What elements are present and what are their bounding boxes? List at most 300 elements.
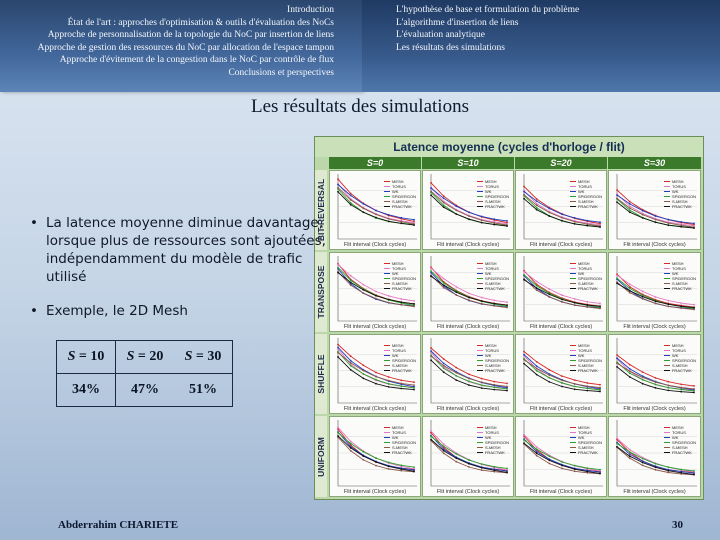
series-point: [362, 292, 364, 294]
nav-item-buffer-allocation[interactable]: Approche de gestion des ressources du NoC par allocation de l'espace tampon: [37, 42, 334, 53]
legend-label: WK: [671, 435, 679, 440]
series-point: [574, 298, 576, 300]
chart-legend: [477, 343, 509, 373]
series-point: [655, 377, 657, 379]
series-point: [586, 467, 588, 469]
header-eq: = 10: [75, 349, 105, 364]
series-point: [629, 292, 631, 294]
legend-entry: [664, 450, 696, 455]
series-point: [667, 300, 669, 302]
nav-item-introduction[interactable]: Introduction: [287, 5, 334, 15]
series-point: [375, 379, 377, 381]
series-point: [667, 219, 669, 221]
series-point: [561, 468, 563, 470]
legend-entry: [384, 450, 416, 455]
row-label-text: UNIFORM: [316, 436, 326, 477]
x-axis-label: Flit interval (Clock cycles): [623, 324, 686, 330]
series-point: [616, 366, 618, 368]
legend-entry: [477, 450, 509, 455]
legend-label: WK: [577, 435, 585, 440]
series-point: [536, 209, 538, 211]
legend-label: SPIDERGON: [577, 440, 602, 445]
chart-cell: [608, 170, 701, 250]
header-section-nav: [0, 0, 362, 92]
series-point: [536, 200, 538, 202]
series-point: [642, 291, 644, 293]
series-point: [548, 215, 550, 217]
chart-legend: [384, 425, 416, 455]
series-point: [548, 455, 550, 457]
legend-label: WK: [671, 189, 679, 194]
table-header-cell: [57, 341, 116, 374]
row-label-shuffle: [315, 334, 327, 414]
legend-swatch: [570, 268, 576, 269]
series-point: [362, 455, 364, 457]
chart-legend: [570, 261, 602, 291]
series-point: [375, 372, 377, 374]
series-point: [400, 470, 402, 472]
series-point: [443, 197, 445, 199]
series-point: [337, 191, 339, 193]
series-point: [443, 195, 445, 197]
series-point: [616, 197, 618, 199]
series-point: [430, 359, 432, 361]
legend-label: WK: [484, 271, 492, 276]
series-point: [680, 391, 682, 393]
series-point: [468, 215, 470, 217]
legend-label: FRACTWK: [484, 286, 505, 291]
table-header-cell: [174, 341, 233, 374]
legend-swatch: [477, 355, 483, 356]
legend-label: S-MESH: [671, 363, 688, 368]
series-point: [616, 277, 618, 279]
series-point: [430, 267, 432, 269]
series-point: [586, 223, 588, 225]
legend-label: S-MESH: [484, 363, 501, 368]
series-point: [481, 303, 483, 305]
legend-swatch: [664, 442, 670, 443]
series-point: [536, 370, 538, 372]
nav-item-algorithm[interactable]: L'algorithme d'insertion de liens: [396, 17, 519, 28]
series-point: [586, 388, 588, 390]
legend-label: TORUS: [484, 348, 499, 353]
series-point: [468, 459, 470, 461]
series-point: [337, 347, 339, 349]
legend-swatch: [384, 447, 390, 448]
legend-swatch: [570, 432, 576, 433]
legend-entry: [664, 204, 696, 209]
x-axis-label: Flit interval (Clock cycles): [436, 242, 500, 248]
legend-entry: [664, 368, 696, 373]
series-point: [455, 457, 457, 459]
series-point: [430, 355, 432, 357]
series-point: [693, 309, 695, 311]
series-point: [574, 223, 576, 225]
legend-swatch: [384, 273, 390, 274]
series-point: [586, 306, 588, 308]
table-row: [57, 374, 233, 407]
series-point: [506, 386, 508, 388]
legend-label: WK: [391, 435, 399, 440]
series-point: [388, 380, 390, 382]
table-header-row: [57, 341, 233, 374]
series-point: [481, 222, 483, 224]
series-point: [536, 287, 538, 289]
series-point: [599, 473, 601, 475]
legend-label: MESH: [577, 179, 590, 184]
series-point: [693, 304, 695, 306]
series-point: [388, 386, 390, 388]
series-point: [655, 221, 657, 223]
series-point: [629, 457, 631, 459]
series-point: [443, 443, 445, 445]
chart-cell: [329, 334, 421, 414]
legend-swatch: [477, 186, 483, 187]
series-point: [506, 304, 508, 306]
chart-cell: [608, 416, 701, 497]
series-point: [362, 211, 364, 213]
series-point: [561, 386, 563, 388]
nav-item-hypothesis[interactable]: L'hypothèse de base et formulation du problème: [396, 5, 580, 15]
legend-entry: [477, 368, 509, 373]
series-point: [362, 370, 364, 372]
series-point: [468, 380, 470, 382]
legend-entry: [384, 204, 416, 209]
legend-swatch: [384, 283, 390, 284]
legend-label: TORUS: [484, 266, 499, 271]
series-point: [455, 367, 457, 369]
x-axis-label: Flit interval (Clock cycles): [623, 489, 686, 495]
header-subsection-nav: [362, 0, 720, 92]
legend-swatch: [477, 345, 483, 346]
series-point: [667, 384, 669, 386]
series-point: [561, 382, 563, 384]
series-point: [400, 385, 402, 387]
series-point: [481, 467, 483, 469]
series-point: [443, 371, 445, 373]
nav-item-conclusions[interactable]: Conclusions et perspectives: [228, 68, 334, 78]
series-point: [586, 382, 588, 384]
series-point: [536, 448, 538, 450]
legend-label: MESH: [484, 425, 497, 430]
series-point: [455, 286, 457, 288]
series-point: [443, 287, 445, 289]
legend-swatch: [477, 437, 483, 438]
legend-label: S-MESH: [391, 445, 408, 450]
legend-label: FRACTWK: [577, 286, 598, 291]
series-point: [430, 187, 432, 189]
series-point: [337, 344, 339, 346]
chart-legend: [570, 179, 602, 209]
bullet-text: Exemple, le 2D Mesh: [46, 303, 188, 319]
series-point: [561, 217, 563, 219]
series-point: [629, 201, 631, 203]
series-point: [667, 390, 669, 392]
series-point: [362, 373, 364, 375]
series-point: [413, 389, 415, 391]
series-point: [481, 463, 483, 465]
series-point: [523, 439, 525, 441]
legend-swatch: [384, 196, 390, 197]
series-point: [400, 223, 402, 225]
series-point: [616, 443, 618, 445]
series-point: [337, 435, 339, 437]
series-point: [599, 389, 601, 391]
series-point: [493, 218, 495, 220]
legend-label: TORUS: [671, 430, 686, 435]
series-point: [362, 284, 364, 286]
series-point: [362, 364, 364, 366]
series-point: [481, 219, 483, 221]
header-var: S: [184, 349, 193, 364]
legend-label: MESH: [671, 343, 684, 348]
series-point: [388, 302, 390, 304]
series-point: [350, 443, 352, 445]
series-point: [655, 466, 657, 468]
series-point: [574, 465, 576, 467]
table-header-cell: [116, 341, 175, 374]
series-point: [375, 298, 377, 300]
bullet-glyph: •: [30, 215, 38, 231]
series-point: [443, 367, 445, 369]
series-point: [536, 285, 538, 287]
series-point: [413, 224, 415, 226]
legend-label: WK: [484, 435, 492, 440]
table-cell: 51%: [174, 374, 233, 407]
series-point: [629, 205, 631, 207]
legend-label: MESH: [671, 261, 684, 266]
series-point: [629, 211, 631, 213]
series-point: [468, 378, 470, 380]
series-point: [667, 470, 669, 472]
legend-label: FRACTWK: [484, 450, 505, 455]
series-point: [506, 301, 508, 303]
legend-swatch: [664, 447, 670, 448]
legend-swatch: [570, 288, 576, 289]
legend-label: S-MESH: [484, 199, 501, 204]
series-point: [375, 383, 377, 385]
legend-label: WK: [577, 353, 585, 358]
legend-swatch: [664, 263, 670, 264]
bullet-text: La latence moyenne diminue davantage, lorsque plus de ressources sont ajoutées, indépendamment du modèle de trafic utilisé: [46, 215, 326, 285]
series-point: [388, 466, 390, 468]
series-point: [468, 373, 470, 375]
legend-label: TORUS: [391, 184, 406, 189]
legend-label: MESH: [391, 261, 404, 266]
series-point: [642, 296, 644, 298]
legend-swatch: [384, 278, 390, 279]
series-point: [400, 217, 402, 219]
series-point: [536, 365, 538, 367]
series-point: [350, 199, 352, 201]
x-axis-label: Flit interval (Clock cycles): [529, 242, 593, 248]
legend-swatch: [664, 278, 670, 279]
legend-label: S-MESH: [671, 281, 688, 286]
column-header-s20: S=20: [515, 157, 607, 169]
legend-label: WK: [484, 189, 492, 194]
series-point: [337, 352, 339, 354]
series-point: [616, 194, 618, 196]
legend-swatch: [664, 283, 670, 284]
series-point: [443, 450, 445, 452]
series-point: [375, 295, 377, 297]
series-point: [561, 380, 563, 382]
legend-swatch: [570, 365, 576, 366]
series-point: [548, 296, 550, 298]
legend-swatch: [477, 350, 483, 351]
series-point: [561, 465, 563, 467]
legend-label: FRACTWK: [671, 368, 692, 373]
series-point: [468, 463, 470, 465]
legend-swatch: [477, 427, 483, 428]
series-point: [350, 360, 352, 362]
series-point: [506, 307, 508, 309]
series-point: [337, 356, 339, 358]
legend-swatch: [664, 201, 670, 202]
series-point: [523, 442, 525, 444]
series-point: [362, 207, 364, 209]
legend-label: S-MESH: [577, 199, 594, 204]
legend-swatch: [664, 350, 670, 351]
x-axis-label: Flit interval (Clock cycles): [436, 324, 500, 330]
nav-item-simulation-results[interactable]: Les résultats des simulations: [396, 42, 505, 53]
nav-item-state-of-art[interactable]: État de l'art : approches d'optimisation & outils d'évaluation des NoCs: [67, 17, 334, 28]
series-point: [693, 307, 695, 309]
chart-cell: [422, 334, 514, 414]
x-axis-label: Flit interval (Clock cycles): [529, 489, 593, 495]
series-point: [574, 383, 576, 385]
legend-swatch: [570, 447, 576, 448]
series-point: [493, 381, 495, 383]
series-point: [693, 392, 695, 394]
legend-swatch: [384, 452, 390, 453]
legend-label: TORUS: [391, 266, 406, 271]
legend-label: MESH: [577, 261, 590, 266]
legend-swatch: [570, 370, 576, 371]
series-point: [337, 187, 339, 189]
legend-swatch: [664, 432, 670, 433]
series-point: [493, 303, 495, 305]
series-point: [586, 220, 588, 222]
nav-item-analytic-eval[interactable]: L'évaluation analytique: [396, 30, 486, 41]
series-point: [629, 370, 631, 372]
legend-label: WK: [391, 189, 399, 194]
series-point: [430, 194, 432, 196]
author-name: Abderrahim CHARIETE: [58, 519, 179, 531]
series-point: [350, 275, 352, 277]
series-point: [493, 305, 495, 307]
series-point: [629, 449, 631, 451]
series-point: [375, 214, 377, 216]
series-point: [468, 218, 470, 220]
header-eq: = 20: [134, 349, 164, 364]
series-point: [599, 226, 601, 228]
series-point: [629, 283, 631, 285]
series-point: [629, 451, 631, 453]
series-point: [337, 184, 339, 186]
legend-entry: [384, 368, 416, 373]
header-var: S: [126, 349, 135, 364]
series-point: [375, 291, 377, 293]
series-point: [375, 217, 377, 219]
series-point: [616, 362, 618, 364]
legend-swatch: [384, 201, 390, 202]
series-point: [629, 203, 631, 205]
series-point: [655, 215, 657, 217]
chart-legend: [477, 261, 509, 291]
series-point: [388, 383, 390, 385]
chart-cell: [422, 170, 514, 250]
series-point: [400, 221, 402, 223]
series-point: [536, 281, 538, 283]
series-point: [655, 219, 657, 221]
chart-cell: [515, 416, 607, 497]
series-point: [388, 214, 390, 216]
series-point: [667, 381, 669, 383]
series-point: [523, 434, 525, 436]
nav-item-flow-control[interactable]: Approche d'évitement de la congestion dans le NoC par contrôle de flux: [59, 55, 334, 66]
series-point: [443, 202, 445, 204]
chart-legend: [664, 261, 696, 291]
chart-cell: [329, 416, 421, 497]
series-point: [629, 209, 631, 211]
series-point: [493, 466, 495, 468]
legend-label: TORUS: [671, 348, 686, 353]
legend-swatch: [664, 288, 670, 289]
legend-swatch: [477, 273, 483, 274]
series-point: [574, 304, 576, 306]
legend-swatch: [570, 350, 576, 351]
series-point: [586, 301, 588, 303]
series-point: [388, 220, 390, 222]
series-point: [586, 225, 588, 227]
legend-swatch: [664, 206, 670, 207]
series-point: [481, 384, 483, 386]
series-point: [667, 222, 669, 224]
legend-swatch: [570, 181, 576, 182]
legend-label: SPIDERGON: [484, 194, 509, 199]
series-point: [693, 388, 695, 390]
series-point: [561, 294, 563, 296]
series-point: [523, 363, 525, 365]
legend-swatch: [664, 186, 670, 187]
legend-label: TORUS: [577, 266, 592, 271]
series-point: [337, 432, 339, 434]
page-number: 30: [672, 519, 683, 531]
series-point: [548, 288, 550, 290]
series-point: [574, 379, 576, 381]
legend-label: TORUS: [577, 348, 592, 353]
series-point: [561, 220, 563, 222]
legend-swatch: [570, 206, 576, 207]
series-point: [468, 384, 470, 386]
series-point: [350, 193, 352, 195]
series-point: [667, 306, 669, 308]
series-point: [430, 430, 432, 432]
nav-item-topology[interactable]: Approche de personnalisation de la topologie du NoC par insertion de liens: [47, 30, 334, 41]
legend-swatch: [477, 201, 483, 202]
series-point: [337, 272, 339, 274]
legend-swatch: [477, 263, 483, 264]
series-point: [629, 368, 631, 370]
series-point: [400, 388, 402, 390]
header-eq: = 30: [192, 349, 222, 364]
series-point: [443, 452, 445, 454]
series-point: [413, 306, 415, 308]
legend-label: FRACTWK: [484, 204, 505, 209]
series-point: [642, 379, 644, 381]
series-point: [616, 189, 618, 191]
